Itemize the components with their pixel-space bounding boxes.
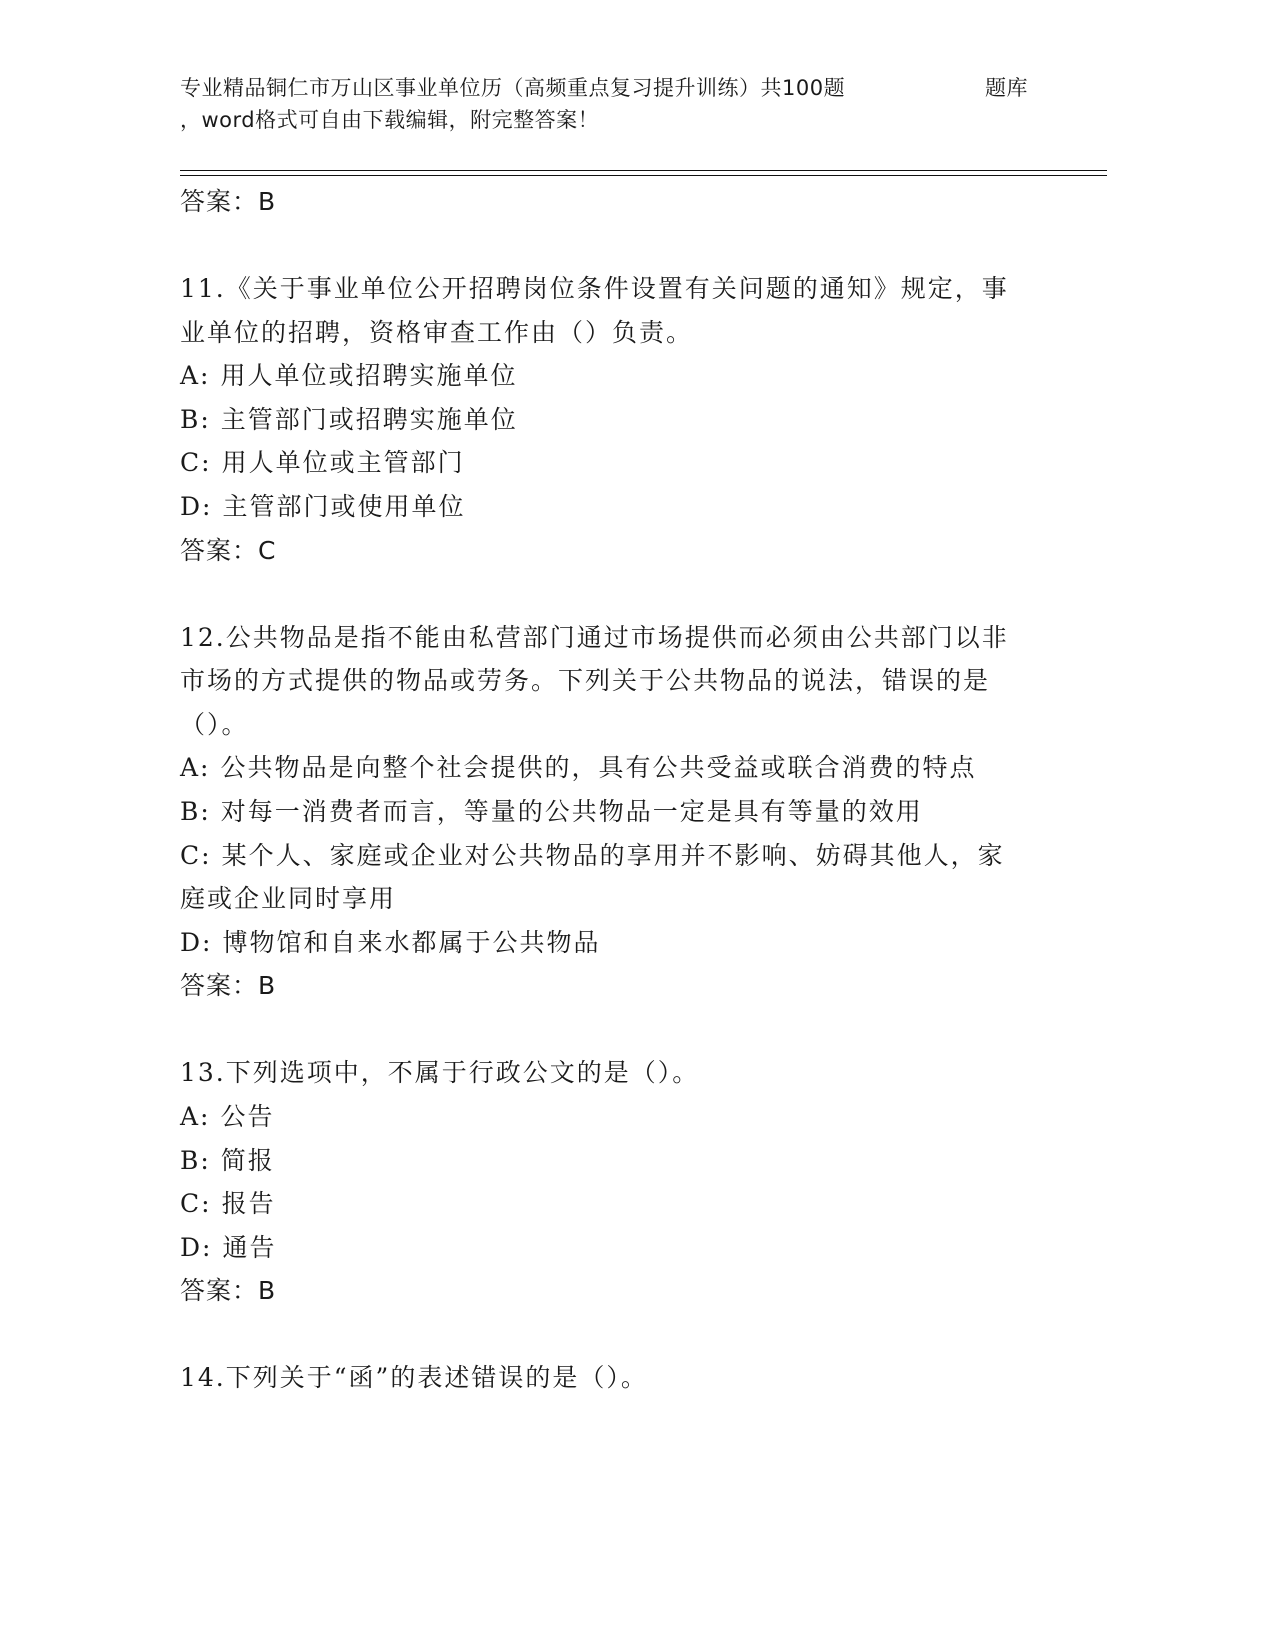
option-key: D: bbox=[180, 1232, 213, 1262]
option-key: A: bbox=[180, 753, 211, 783]
option-text: 用人单位或主管部门 bbox=[221, 448, 465, 478]
question-content bbox=[180, 180, 1060, 1400]
header-divider-top bbox=[180, 170, 1107, 171]
option-b bbox=[180, 398, 1060, 442]
option-text: 对每一消费者而言，等量的公共物品一定是具有等量的效用 bbox=[220, 796, 923, 826]
option-key: C: bbox=[180, 448, 212, 478]
question-13 bbox=[180, 1051, 1060, 1313]
header-line bbox=[180, 72, 1100, 104]
question-stem: 14.下列关于“函”的表述错误的是（）。 bbox=[180, 1363, 648, 1393]
option-text: 某个人、家庭或企业对公共物品的享用并不影响、妨碍其他人，家 bbox=[221, 840, 1005, 870]
option-text: 报告 bbox=[221, 1189, 276, 1219]
option-a bbox=[180, 746, 1060, 790]
document-title: 专业精品铜仁市万山区事业单位历（高频重点复习提升训练）共100题 bbox=[180, 76, 846, 100]
header-tag: 题库 bbox=[985, 76, 1028, 100]
option-key: D: bbox=[180, 927, 213, 957]
option-d bbox=[180, 1226, 1060, 1270]
option-key: A: bbox=[180, 361, 211, 391]
question-12 bbox=[180, 616, 1060, 1009]
option-key: D: bbox=[180, 491, 213, 521]
answer-line: 答案：C bbox=[180, 535, 277, 565]
header-divider-bottom bbox=[180, 175, 1107, 176]
question-stem: （）。 bbox=[180, 709, 249, 739]
document-subtitle: ，word格式可自由下载编辑，附完整答案！ bbox=[180, 108, 600, 132]
question-stem: 业单位的招聘，资格审查工作由（）负责。 bbox=[180, 317, 694, 347]
option-text: 公告 bbox=[220, 1101, 275, 1131]
option-text: 博物馆和自来水都属于公共物品 bbox=[222, 927, 601, 957]
option-a bbox=[180, 354, 1060, 398]
option-c bbox=[180, 834, 1060, 878]
answer-line: 答案：B bbox=[180, 187, 277, 216]
question-11 bbox=[180, 267, 1060, 573]
option-a bbox=[180, 1095, 1060, 1139]
question-stem: 13.下列选项中，不属于行政公文的是（）。 bbox=[180, 1058, 700, 1088]
question-stem: 市场的方式提供的物品或劳务。下列关于公共物品的说法，错误的是 bbox=[180, 666, 991, 696]
question-stem: 12.公共物品是指不能由私营部门通过市场提供而必须由公共部门以非 bbox=[180, 622, 1009, 652]
question-14 bbox=[180, 1356, 1060, 1400]
option-text: 用人单位或招聘实施单位 bbox=[220, 361, 518, 391]
option-key: C: bbox=[180, 840, 212, 870]
page-header bbox=[180, 72, 1100, 136]
question-stem: 11.《关于事业单位公开招聘岗位条件设置有关问题的通知》规定，事 bbox=[180, 274, 1009, 303]
option-text: 庭或企业同时享用 bbox=[180, 884, 397, 914]
answer-line: 答案：B bbox=[180, 1276, 277, 1306]
option-text: 主管部门或使用单位 bbox=[222, 491, 466, 521]
option-text: 主管部门或招聘实施单位 bbox=[220, 404, 518, 434]
option-key: A: bbox=[180, 1101, 211, 1131]
option-c bbox=[180, 441, 1060, 485]
option-d bbox=[180, 485, 1060, 529]
answer-line: 答案：B bbox=[180, 971, 277, 1001]
option-text: 公共物品是向整个社会提供的，具有公共受益或联合消费的特点 bbox=[220, 753, 977, 783]
option-d bbox=[180, 921, 1060, 965]
option-b bbox=[180, 790, 1060, 834]
option-c-continued bbox=[180, 877, 1060, 921]
option-text: 简报 bbox=[220, 1145, 275, 1175]
option-b bbox=[180, 1139, 1060, 1183]
option-key: C: bbox=[180, 1189, 212, 1219]
option-c bbox=[180, 1182, 1060, 1226]
option-key: B: bbox=[180, 1145, 211, 1175]
option-key: B: bbox=[180, 404, 211, 434]
option-key: B: bbox=[180, 796, 211, 826]
option-text: 通告 bbox=[222, 1232, 277, 1262]
